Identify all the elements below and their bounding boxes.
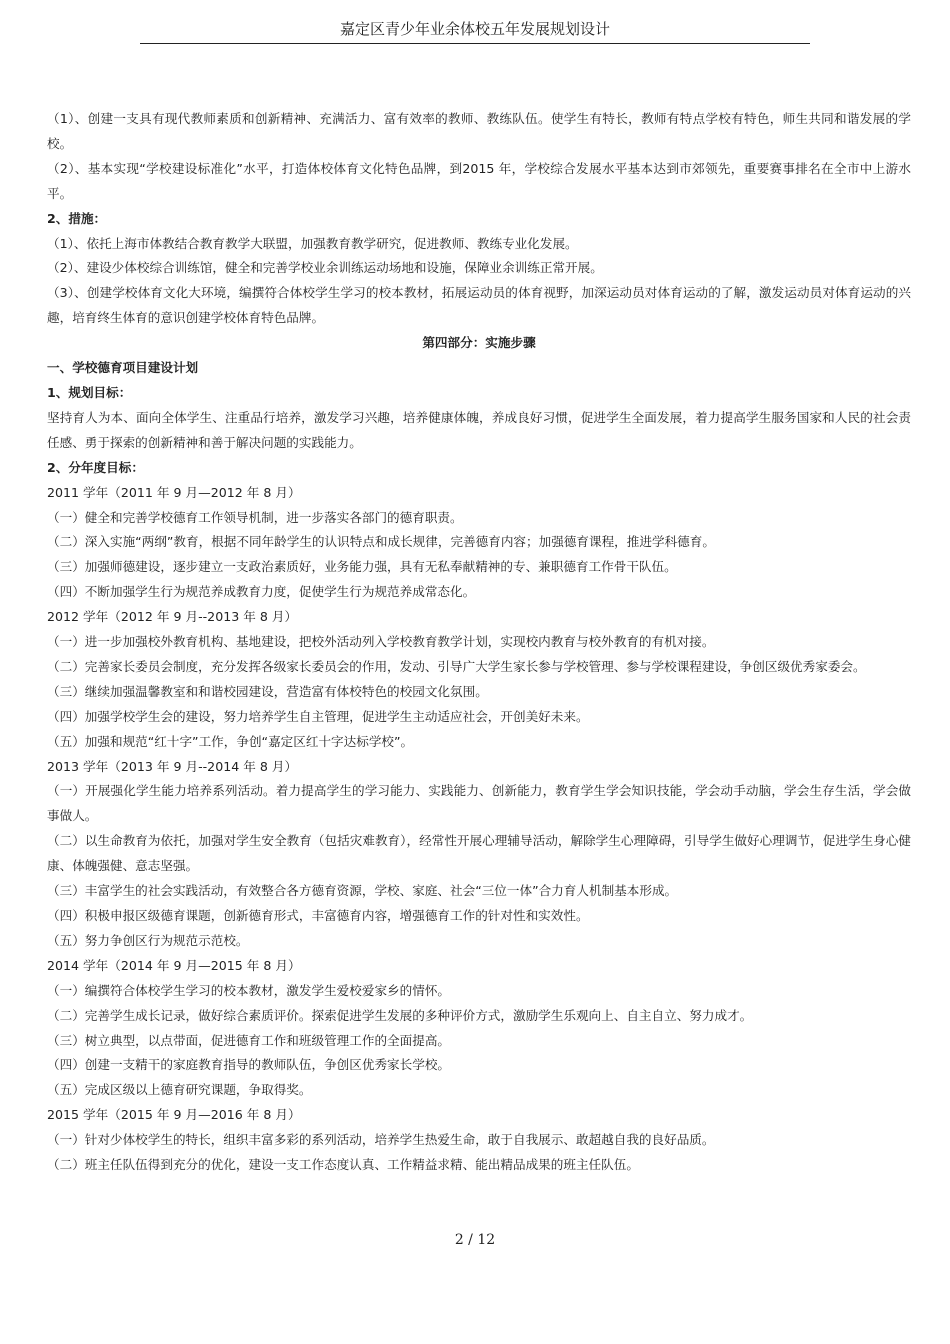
paragraph: （2）、建设少体校综合训练馆，健全和完善学校业余训练运动场地和设施，保障业余训练正常开展。 [47, 260, 603, 276]
paragraph: （四）加强学校学生会的建设，努力培养学生自主管理，促进学生主动适应社会，开创美好未来。 [47, 708, 589, 724]
paragraph: （一）健全和完善学校德育工作领导机制，进一步落实各部门的德育职责。 [47, 509, 463, 525]
paragraph: （1）、依托上海市体教结合教育教学大联盟，加强教育教学研究，促进教师、教练专业化发展。 [47, 235, 578, 251]
paragraph: （一）编撰符合体校学生学习的校本教材，激发学生爱校爱家乡的情怀。 [47, 982, 450, 998]
paragraph: （2）、基本实现“学校建设标准化”水平，打造体校体育文化特色品牌，到2015 年，学校综合发展水平基本达到市郊领先，重要赛事排名在全市中上游水平。 [47, 160, 911, 201]
paragraph: 2014 学年（2014 年 9 月—2015 年 8 月） [47, 957, 301, 973]
paragraph: （3）、创建学校体育文化大环境，编撰符合体校学生学习的校本教材，拓展运动员的体育视野，加深运动员对体育运动的了解，激发运动员对体育运动的兴趣，培育终生体育的意识创建学校体育特色品牌。 [47, 285, 911, 326]
paragraph: 2013 学年（2013 年 9 月--2014 年 8 月） [47, 758, 298, 774]
section-heading: 1、规划目标： [47, 384, 132, 400]
paragraph: （二）完善家长委员会制度，充分发挥各级家长委员会的作用，发动、引导广大学生家长参与学校管理、参与学校课程建设，争创区级优秀家委会。 [47, 658, 866, 674]
section-heading: 一、学校德育项目建设计划 [47, 360, 199, 376]
paragraph: （一）针对少体校学生的特长，组织丰富多彩的系列活动，培养学生热爱生命，敢于自我展示、敢超越自我的良好品质。 [47, 1132, 715, 1148]
paragraph: （二）班主任队伍得到充分的优化，建设一支工作态度认真、工作精益求精、能出精品成果的班主任队伍。 [47, 1157, 639, 1173]
paragraph: （二）深入实施“两纲”教育，根据不同年龄学生的认识特点和成长规律，完善德育内容；加强德育课程，推进学科德育。 [47, 534, 715, 550]
paragraph: （四）不断加强学生行为规范养成教育力度，促使学生行为规范养成常态化。 [47, 584, 476, 600]
paragraph: 坚持育人为本、面向全体学生、注重品行培养，激发学习兴趣，培养健康体魄，养成良好习惯，促进学生全面发展，着力提高学生服务国家和人民的社会责任感、勇于探索的创新精神和善于解决问题的实践能力。 [47, 409, 911, 450]
paragraph: （五）努力争创区行为规范示范校。 [47, 932, 249, 948]
paragraph: （五）加强和规范“红十字”工作，争创“嘉定区红十字达标学校”。 [47, 733, 414, 749]
document-body [47, 107, 911, 1178]
paragraph: （三）树立典型，以点带面，促进德育工作和班级管理工作的全面提高。 [47, 1032, 450, 1048]
section-heading: 2、分年度目标： [47, 459, 144, 475]
paragraph: （三）丰富学生的社会实践活动，有效整合各方德育资源，学校、家庭、社会“三位一体”合力育人机制基本形成。 [47, 883, 678, 899]
section-heading: 第四部分：实施步骤 [422, 335, 536, 351]
paragraph: 2012 学年（2012 年 9 月--2013 年 8 月） [47, 609, 298, 625]
page-header-title: 嘉定区青少年业余体校五年发展规划设计 [140, 18, 810, 44]
section-heading: 2、措施： [47, 210, 107, 226]
paragraph: （二）以生命教育为依托，加强对学生安全教育（包括灾难教育），经常性开展心理辅导活动，解除学生心理障碍，引导学生做好心理调节，促进学生身心健康、体魄强健、意志坚强。 [47, 833, 911, 874]
paragraph: （一）进一步加强校外教育机构、基地建设，把校外活动列入学校教育教学计划，实现校内教育与校外教育的有机对接。 [47, 634, 715, 650]
paragraph: 2011 学年（2011 年 9 月—2012 年 8 月） [47, 484, 301, 500]
paragraph: （四）积极申报区级德育课题，创新德育形式，丰富德育内容，增强德育工作的针对性和实效性。 [47, 908, 589, 923]
paragraph: （二）完善学生成长记录，做好综合素质评价。探索促进学生发展的多种评价方式，激励学生乐观向上、自主自立、努力成才。 [47, 1007, 753, 1023]
page-number: 2 / 12 [454, 1232, 496, 1248]
paragraph: （五）完成区级以上德育研究课题，争取得奖。 [47, 1082, 312, 1098]
paragraph: （三）继续加强温馨教室和和谐校园建设，营造富有体校特色的校园文化氛围。 [47, 683, 488, 699]
paragraph: （四）创建一支精干的家庭教育指导的教师队伍，争创区优秀家长学校。 [47, 1057, 450, 1073]
paragraph: （1）、创建一支具有现代教师素质和创新精神、充满活力、富有效率的教师、教练队伍。使学生有特长，教师有特点学校有特色，师生共同和谐发展的学校。 [47, 111, 911, 151]
paragraph: 2015 学年（2015 年 9 月—2016 年 8 月） [47, 1107, 301, 1123]
paragraph: （一）开展强化学生能力培养系列活动。着力提高学生的学习能力、实践能力、创新能力，教育学生学会知识技能，学会动手动脑，学会生存生活，学会做事做人。 [47, 783, 911, 824]
paragraph: （三）加强师德建设，逐步建立一支政治素质好，业务能力强，具有无私奉献精神的专、兼职德育工作骨干队伍。 [47, 559, 677, 575]
